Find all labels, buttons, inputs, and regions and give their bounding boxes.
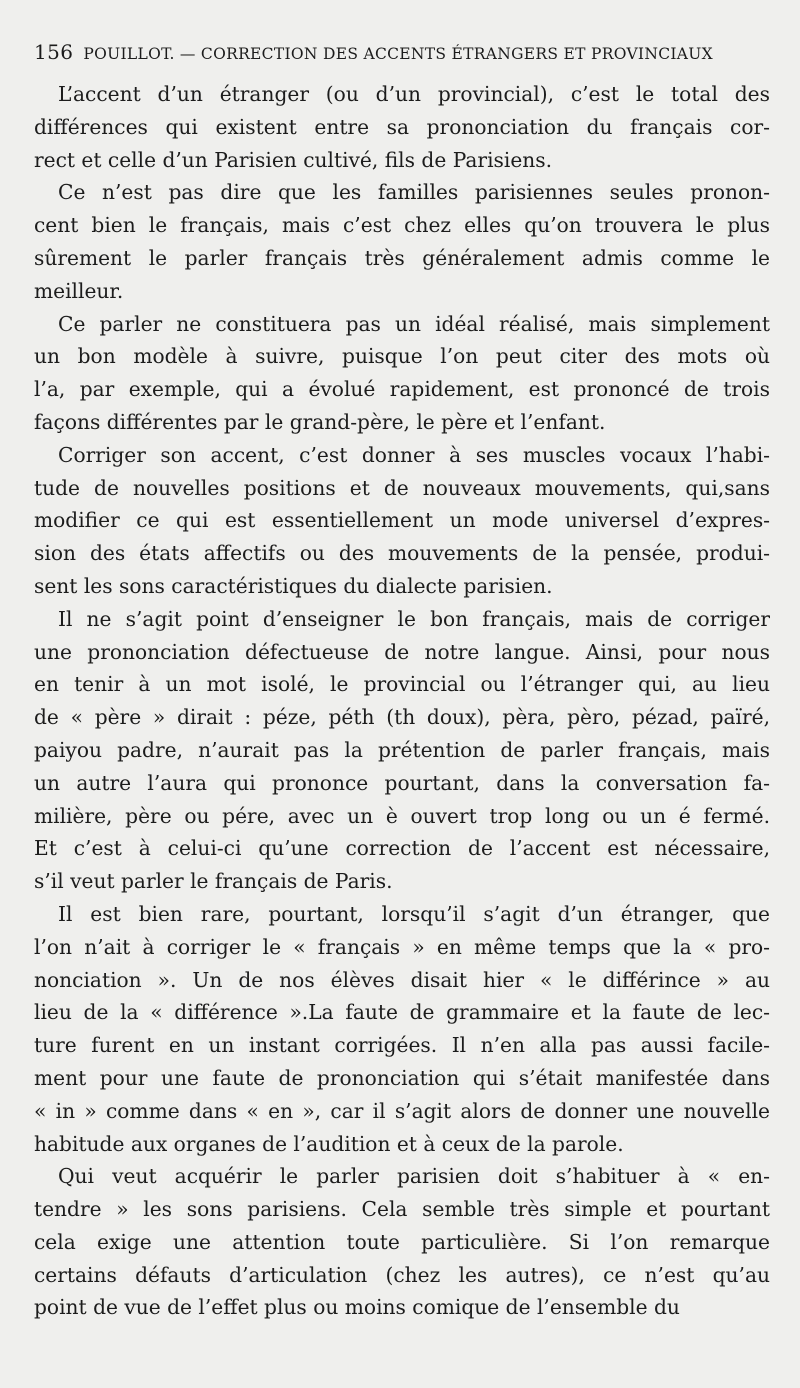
text-line: l’on n’ait à corriger le « français » en même temps que la « pro-: [34, 934, 770, 959]
text-line: un bon modèle à suivre, puisque l’on peut citer des mots où: [34, 344, 770, 369]
paragraph: [34, 308, 770, 439]
page-number: 156: [34, 40, 74, 64]
paragraph: [34, 603, 770, 898]
text-line: cent bien le français, mais c’est chez elles qu’on trouvera le plus: [34, 213, 770, 238]
running-title: POUILLOT. — CORRECTION DES ACCENTS ÉTRANGERS ET PROVINCIAUX: [83, 45, 713, 63]
paragraph: [34, 439, 770, 603]
text-line: meilleur.: [34, 278, 124, 303]
text-line: sûrement le parler français très généralement admis comme le: [34, 245, 770, 270]
text-line: « in » comme dans « en », car il s’agit alors de donner une nouvelle: [34, 1098, 770, 1123]
text-line: certains défauts d’articulation (chez les autres), ce n’est qu’au: [34, 1262, 770, 1287]
text-line: tude de nouvelles positions et de nouveaux mouvements, qui,sans: [34, 475, 770, 500]
text-line: un autre l’aura qui prononce pourtant, dans la conversation fa-: [34, 770, 770, 795]
text-line: l’a, par exemple, qui a évolué rapidement, est prononcé de trois: [34, 377, 770, 402]
text-line: Il est bien rare, pourtant, lorsqu’il s’agit d’un étranger, que: [58, 901, 770, 926]
text-line: point de vue de l’effet plus ou moins comique de l’ensemble du: [34, 1295, 680, 1320]
text-line: Qui veut acquérir le parler parisien doit s’habituer à « en-: [58, 1164, 770, 1189]
text-line: sion des états affectifs ou des mouvements de la pensée, produi-: [34, 541, 770, 566]
body-text: [34, 78, 770, 1324]
text-line: Ce n’est pas dire que les familles parisiennes seules pronon-: [58, 180, 770, 205]
text-line: habitude aux organes de l’audition et à ceux de la parole.: [34, 1131, 624, 1156]
text-line: tendre » les sons parisiens. Cela semble très simple et pourtant: [34, 1197, 770, 1222]
text-line: Corriger son accent, c’est donner à ses muscles vocaux l’habi-: [58, 442, 770, 467]
text-line: cela exige une attention toute particulière. Si l’on remarque: [34, 1229, 770, 1254]
text-line: Il ne s’agit point d’enseigner le bon français, mais de corriger: [58, 606, 770, 631]
running-head: [34, 40, 770, 64]
text-line: modifier ce qui est essentiellement un mode universel d’expres-: [34, 508, 770, 533]
text-line: de « père » dirait : péze, péth (th doux), pèra, pèro, pézad, païré,: [34, 705, 770, 730]
paragraph: [34, 78, 770, 176]
text-line: ment pour une faute de prononciation qui s’était manifestée dans: [34, 1065, 770, 1090]
text-line: façons différentes par le grand-père, le père et l’enfant.: [34, 409, 606, 434]
text-line: paiyou padre, n’aurait pas la prétention de parler français, mais: [34, 737, 770, 762]
paragraph: [34, 898, 770, 1160]
text-line: milière, père ou pére, avec un è ouvert trop long ou un é fermé.: [34, 803, 770, 828]
text-line: différences qui existent entre sa prononciation du français cor-: [34, 114, 770, 139]
text-line: Ce parler ne constituera pas un idéal réalisé, mais simplement: [58, 311, 770, 336]
paragraph: [34, 176, 770, 307]
text-line: s’il veut parler le français de Paris.: [34, 869, 393, 894]
paragraph: [34, 1160, 770, 1324]
text-line: lieu de la « différence ».La faute de grammaire et la faute de lec-: [34, 1000, 770, 1025]
text-line: Et c’est à celui-ci qu’une correction de l’accent est nécessaire,: [34, 836, 770, 861]
text-line: ture furent en un instant corrigées. Il n’en alla pas aussi facile-: [34, 1033, 770, 1058]
text-line: sent les sons caractéristiques du dialecte parisien.: [34, 573, 553, 598]
text-line: nonciation ». Un de nos élèves disait hier « le différince » au: [34, 967, 770, 992]
text-line: en tenir à un mot isolé, le provincial ou l’étranger qui, au lieu: [34, 672, 770, 697]
text-line: une prononciation défectueuse de notre langue. Ainsi, pour nous: [34, 639, 770, 664]
text-line: L’accent d’un étranger (ou d’un provincial), c’est le total des: [58, 82, 770, 106]
text-line: rect et celle d’un Parisien cultivé, fils de Parisiens.: [34, 147, 553, 172]
